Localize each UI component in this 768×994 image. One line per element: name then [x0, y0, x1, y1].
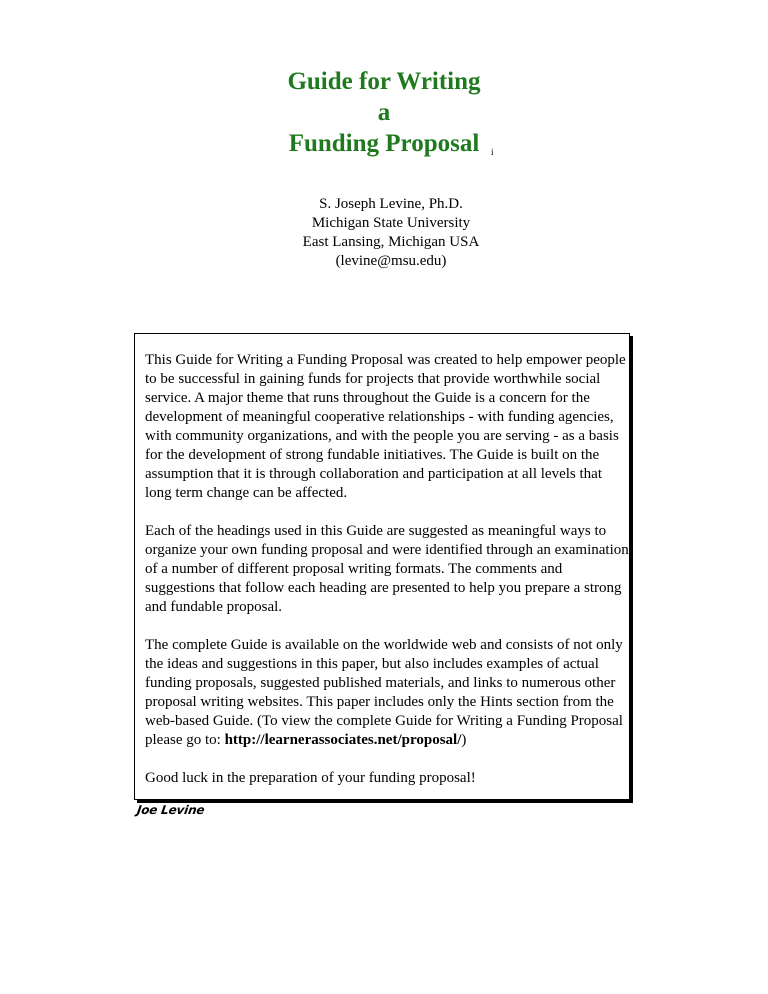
author-name: S. Joseph Levine, Ph.D. [319, 196, 463, 212]
proposal-url-link[interactable]: http://learnerassociates.net/proposal/ [224, 732, 462, 748]
intro-paragraph-2: Each of the headings used in this Guide are suggested as meaningful ways to organize your own funding proposal and were identified through an examination of a number of different proposal writing formats. The comments and suggestions that follow each heading are presented to help you prepare a strong and fundable proposal. [145, 523, 629, 615]
title-line-1: Guide for Writing [287, 68, 481, 95]
intro-paragraph-4: Good luck in the preparation of your funding proposal! [145, 770, 476, 786]
title-line-3: Funding Proposal [288, 130, 480, 157]
author-email: (levine@msu.edu) [335, 253, 447, 269]
document-title [0, 66, 768, 159]
footnote-marker: i [491, 147, 494, 157]
author-signature: Joe Levine [136, 803, 206, 817]
intro-paragraph-3-end: ) [461, 732, 467, 748]
intro-paragraph-1: This Guide for Writing a Funding Proposal was created to help empower people to be successful in gaining funds for projects that provide worthwhile social service. A major theme that runs throughout the Guide is a concern for the development of meaningful cooperative relationships - with funding agencies, with community organizations, and with the people you are serving - as a basis for the development of strong fundable initiatives. The Guide is built on the assumption that it is through collaboration and participation at all levels that long term change can be affected. [145, 352, 626, 501]
intro-paragraph-3 [145, 636, 629, 750]
author-info [0, 195, 768, 271]
intro-box [134, 333, 630, 817]
title-line-2: a [377, 99, 391, 126]
author-institution: Michigan State University [311, 215, 471, 231]
intro-paragraph-3-text: The complete Guide is available on the worldwide web and consists of not only the ideas and suggestions in this paper, but also includes examples of actual funding proposals, suggested published materials, and links to numerous other proposal writing websites. This paper includes only the Hints section from the web-based Guide. (To view the complete Guide for Writing a Funding Proposal please go to: [145, 637, 623, 748]
author-location: East Lansing, Michigan USA [302, 234, 480, 250]
